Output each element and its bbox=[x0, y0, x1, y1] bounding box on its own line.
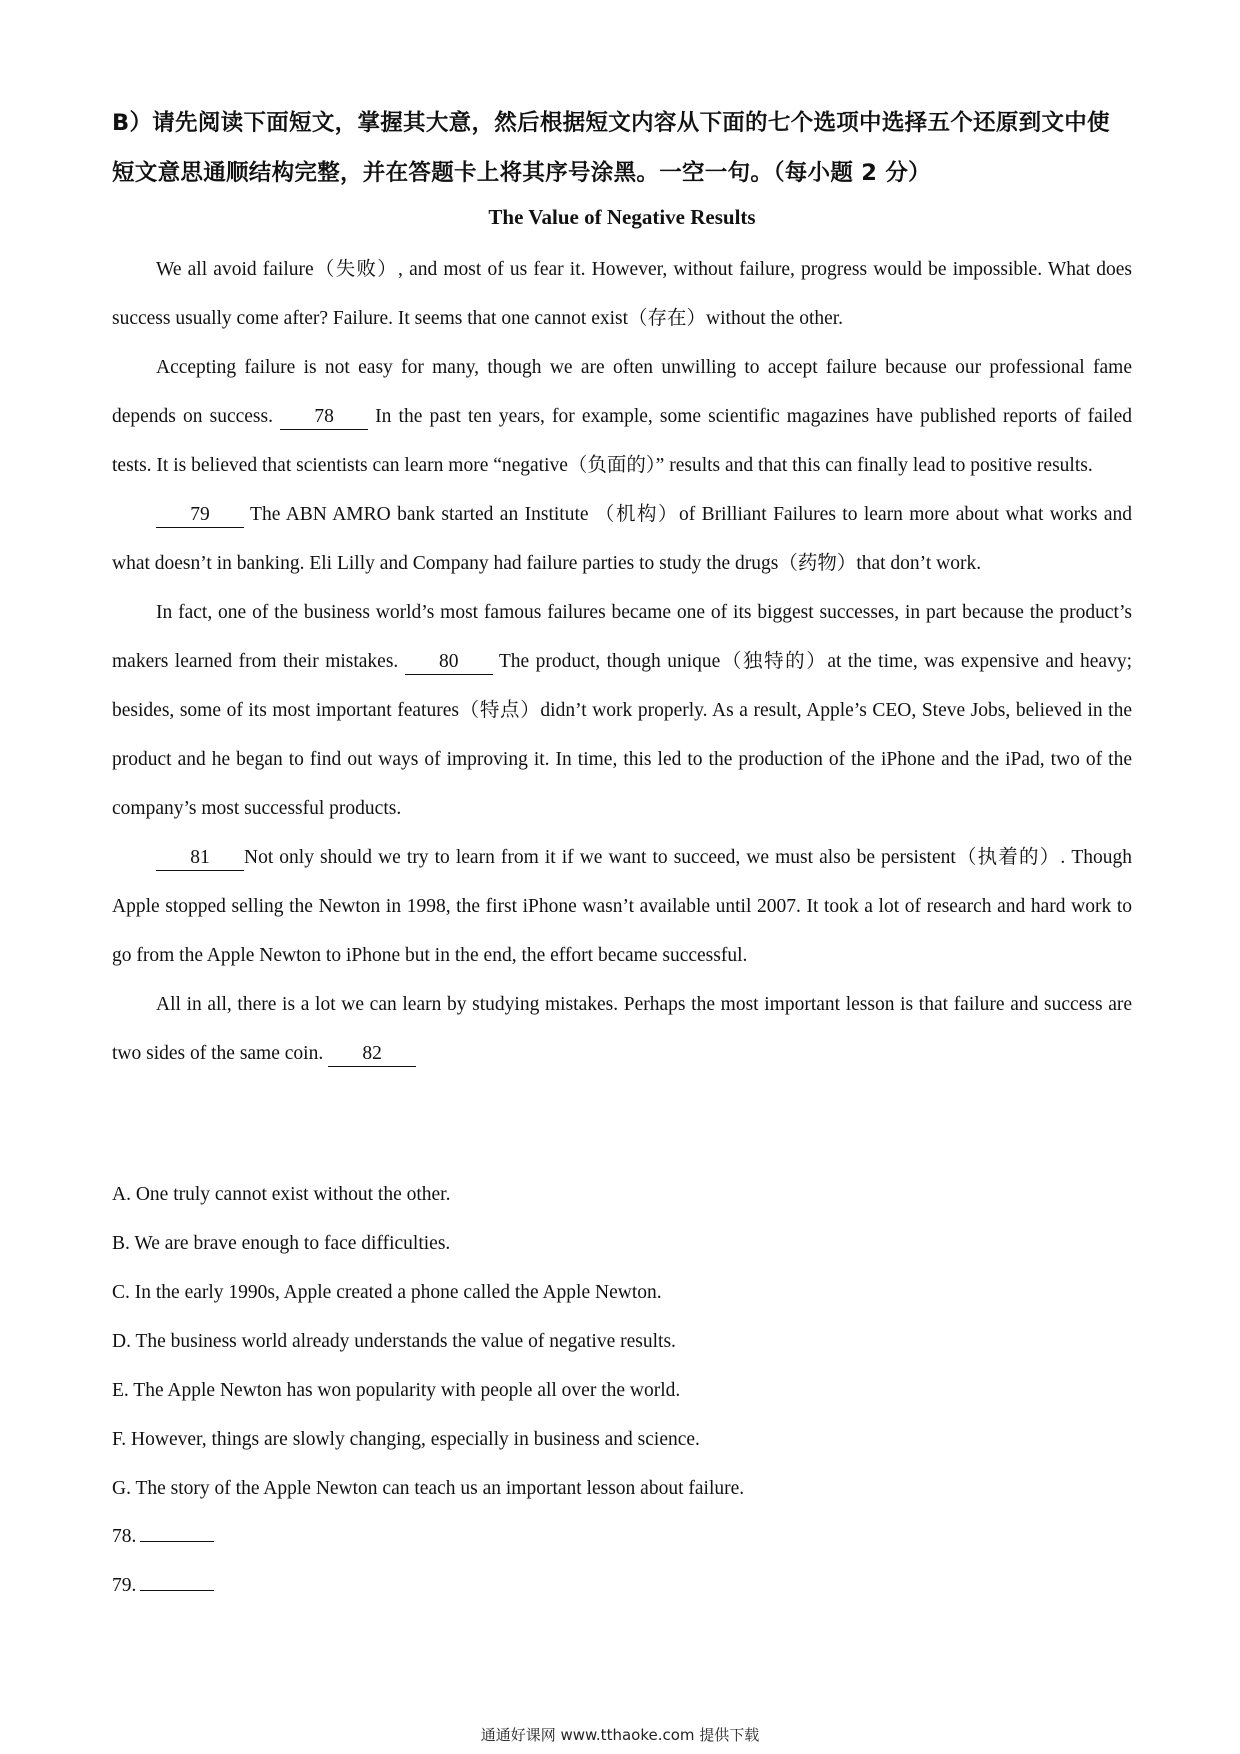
paragraph-6 bbox=[112, 980, 1132, 1078]
blank-81: 81 bbox=[156, 846, 244, 871]
blank-80: 80 bbox=[405, 650, 493, 675]
answer-79-label: 79. bbox=[112, 1575, 137, 1596]
blank-82: 82 bbox=[328, 1042, 416, 1067]
paragraph-1: We all avoid failure（失败）, and most of us fear it. However, without failure, progress would be impossible. What does success usually come after? Failure. It seems that one cannot exist（存在）without the other. bbox=[112, 259, 1132, 329]
passage-body bbox=[112, 245, 1132, 1078]
answer-78-label: 78. bbox=[112, 1526, 137, 1547]
option-g: G. The story of the Apple Newton can teach us an important lesson about failure. bbox=[112, 1478, 745, 1499]
paragraph-4-text-before: In fact, one of the business world’s most famous failures became one of its biggest successes, in part because the product’s makers learned from their mistakes. bbox=[112, 602, 1132, 672]
passage-title: The Value of Negative Results bbox=[488, 205, 756, 229]
paragraph-4-text-after: The product, though unique（独特的）at the time, was expensive and heavy; besides, some of its most important features（特点）didn’t work properly. As a result, Apple’s CEO, Steve Jobs, believed in the product and he began to find out ways of improving it. In time, this led to the production of the iPhone and the iPad, two of the company’s most successful products. bbox=[112, 651, 1132, 819]
answer-79-blank[interactable] bbox=[140, 1572, 214, 1591]
paragraph-4 bbox=[112, 588, 1132, 833]
option-b: B. We are brave enough to face difficulties. bbox=[112, 1233, 451, 1254]
option-f: F. However, things are slowly changing, especially in business and science. bbox=[112, 1429, 700, 1450]
answer-79 bbox=[112, 1561, 712, 1610]
option-d: D. The business world already understands the value of negative results. bbox=[112, 1331, 676, 1352]
answer-78 bbox=[112, 1512, 712, 1561]
option-e: E. The Apple Newton has won popularity with people all over the world. bbox=[112, 1380, 681, 1401]
answer-78-blank[interactable] bbox=[140, 1523, 214, 1542]
blank-79: 79 bbox=[156, 503, 244, 528]
paragraph-5-text-after: Not only should we try to learn from it if we want to succeed, we must also be persistent（执着的）. Though Apple stopped selling the Newton in 1998, the first iPhone wasn’t available until 2007. It took a lot of research and hard work to go from the Apple Newton to iPhone but in the end, the effort became successful. bbox=[112, 847, 1132, 966]
option-c: C. In the early 1990s, Apple created a phone called the Apple Newton. bbox=[112, 1282, 662, 1303]
page-footer: 通通好课网 www.tthaoke.com 提供下载 bbox=[480, 1726, 760, 1744]
option-a: A. One truly cannot exist without the other. bbox=[112, 1184, 451, 1205]
paragraph-3-text-after: The ABN AMRO bank started an Institute （机构）of Brilliant Failures to learn more about what works and what doesn’t in banking. Eli Lilly and Company had failure parties to study the drugs（药物）that don’t work. bbox=[112, 504, 1132, 574]
blank-78: 78 bbox=[280, 405, 368, 430]
paragraph-6-text-before: All in all, there is a lot we can learn by studying mistakes. Perhaps the most important lesson is that failure and success are two sides of the same coin. bbox=[112, 994, 1132, 1064]
options-list bbox=[112, 1170, 1132, 1513]
paragraph-2-text-after: In the past ten years, for example, some scientific magazines have published reports of failed tests. It is believed that scientists can learn more “negative（负面的）” results and that this can finally lead to positive results. bbox=[112, 406, 1132, 476]
section-instruction: B）请先阅读下面短文，掌握其大意，然后根据短文内容从下面的七个选项中选择五个还原到文中使短文意思通顺结构完整，并在答题卡上将其序号涂黑。一空一句。（每小题 2 分） bbox=[112, 110, 1110, 186]
paragraph-3 bbox=[112, 490, 1132, 588]
paragraph-5 bbox=[112, 833, 1132, 980]
answer-section bbox=[112, 1512, 712, 1610]
paragraph-2-text-before: Accepting failure is not easy for many, though we are often unwilling to accept failure because our professional fame depends on success. bbox=[112, 357, 1132, 427]
paragraph-2 bbox=[112, 343, 1132, 490]
